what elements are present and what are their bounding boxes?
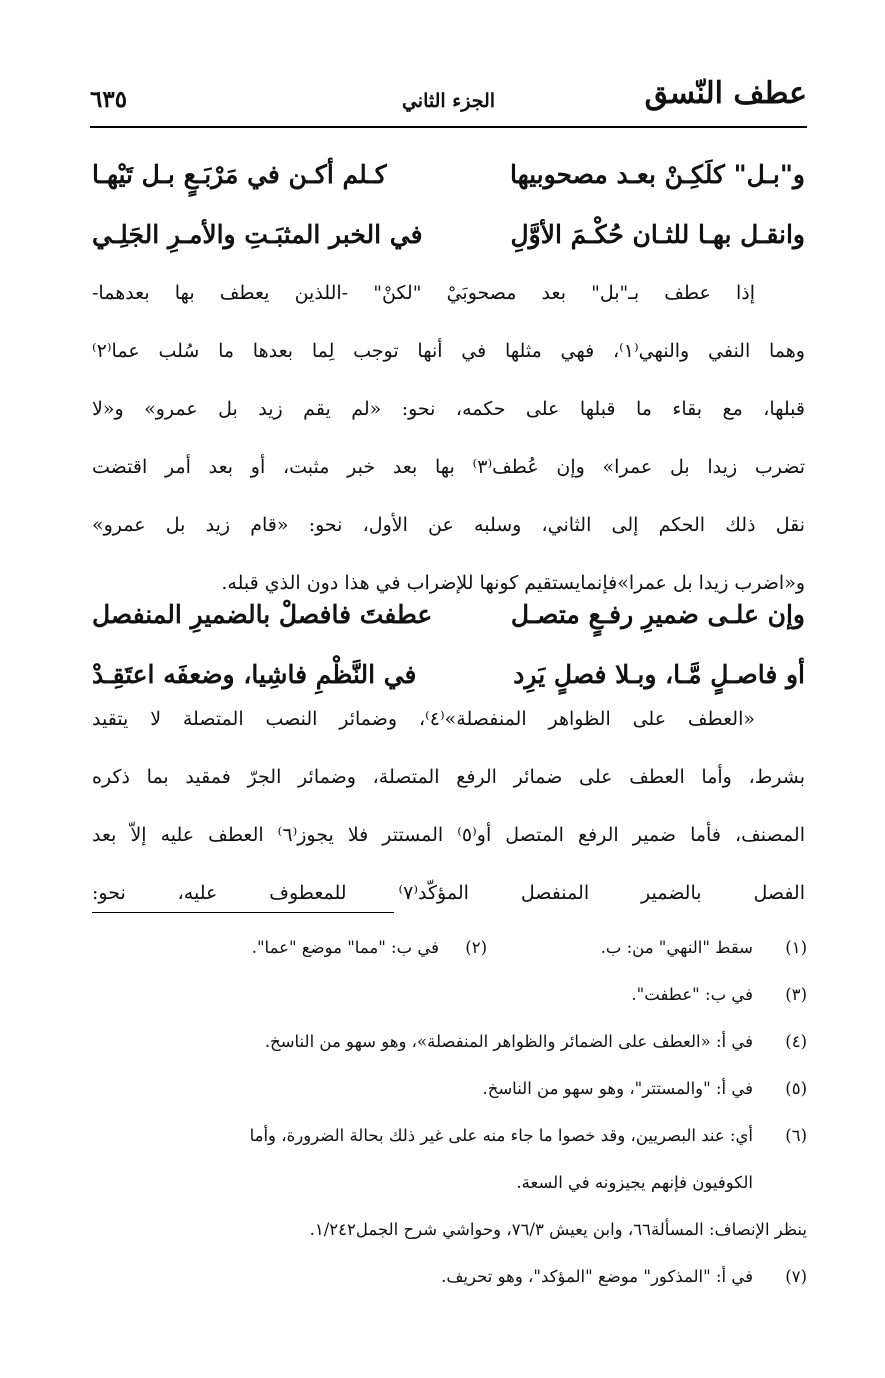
footnote-number: (٤) <box>785 1032 807 1051</box>
text-line: بشرط، وأما العطف على ضمائر الرفع المتصلة، وضمائر الجرّ فمقيد بما ذكره <box>92 766 805 788</box>
commentary-paragraph-1 <box>92 264 805 612</box>
footnote <box>92 1065 807 1112</box>
text-line: قبلها، مع بقاء ما قبلها على حكمه، نحو: «لم يقم زيد بل عمرو» و«لا <box>92 398 805 420</box>
text-line: نقل ذلك الحكم إلى الثاني، وسلبه عن الأول، نحو: «قام زيد بل عمرو» <box>92 514 805 536</box>
verse-hemistich-first: أو فاصـلٍ مَّـا، وبـلا فصلٍ يَرِد <box>513 660 805 689</box>
footnote-number: (٢) <box>465 938 487 957</box>
header-rule <box>90 126 807 128</box>
text-line: تضرب زيدا بل عمرا» وإن عُطف⁽٣⁾ بها بعد خبر مثبت، أو بعد أمر اقتضت <box>92 456 805 478</box>
footnote-text: في أ: "والمستتر"، وهو سهو من الناسخ. <box>482 1079 753 1098</box>
footnote-text: في أ: "المذكور" موضع "المؤكد"، وهو تحريف. <box>441 1267 753 1286</box>
footnote-text: في ب: "مما" موضع "عما". <box>251 938 440 957</box>
footnotes <box>92 924 807 1300</box>
text-line: المصنف، فأما ضمير الرفع المتصل أو⁽٥⁾ المستتر فلا يجوز⁽٦⁾ العطف عليه إلاّ بعد <box>92 824 805 846</box>
verse-line <box>92 600 805 660</box>
chapter-title: عطف النّسق <box>644 76 807 111</box>
verse-hemistich-second: في النَّظْمِ فاشِيا، وضعفَه اعتَقِـدْ <box>92 660 417 689</box>
footnote <box>92 971 807 1018</box>
verse-hemistich-first: وانقـل بهـا للثـان حُكْـمَ الأوَّلِ <box>510 220 805 249</box>
verse-block-1 <box>92 160 805 280</box>
footnote-text: في ب: "عطفت". <box>631 985 753 1004</box>
verse-hemistich-second: كـلم أكـن في مَرْبَـعٍ بـل تَيْهـا <box>92 160 387 189</box>
text-line: الفصل بالضمير المنفصل المؤكّد⁽٧⁾ للمعطوف عليه، نحو: <box>92 882 805 904</box>
footnote-rule <box>92 912 394 913</box>
footnote-text: أي: عند البصريين، وقد خصوا ما جاء منه على غير ذلك بحالة الضرورة، وأما <box>249 1126 753 1145</box>
verse-hemistich-first: وإن علـى ضميرِ رفـعٍ متصـل <box>510 600 805 629</box>
footnote-inline <box>252 924 487 971</box>
verse-hemistich-first: و"بـل" كلَكِـنْ بعـد مصحوبيها <box>509 160 805 189</box>
footnote-number: (٣) <box>785 985 807 1004</box>
footnote-text: في أ: «العطف على الضمائر والظواهر المنفصلة»، وهو سهو من الناسخ. <box>264 1032 753 1051</box>
commentary-paragraph-2 <box>92 690 805 922</box>
volume-label: الجزء الثاني <box>401 90 496 112</box>
footnote-number: (١) <box>785 938 807 957</box>
footnote-number: (٦) <box>785 1126 807 1145</box>
verse-hemistich-second: في الخبر المثبَـتِ والأمـرِ الجَلِـي <box>92 220 423 249</box>
footnote <box>92 924 807 971</box>
verse-hemistich-second: عطفتَ فافصلْ بالضميرِ المنفصل <box>92 600 433 629</box>
footnote <box>92 1253 807 1300</box>
page-number: ٦٣٥ <box>90 86 128 113</box>
footnote-continuation: الكوفيون فإنهم يجيزونه في السعة. <box>516 1173 753 1192</box>
footnote-reference: ينظر الإنصاف: المسألة٦٦، وابن يعيش ٧٦/٣، وحواشي شرح الجمل١/٢٤٢. <box>309 1220 807 1239</box>
verse-line <box>92 160 805 220</box>
text-line: وهما النفي والنهي⁽١⁾، فهي مثلها في أنها توجب لِما بعدها ما سُلب عما⁽٢⁾ <box>92 340 805 362</box>
footnote <box>92 1112 807 1159</box>
footnote-number: (٥) <box>785 1079 807 1098</box>
footnote <box>92 1018 807 1065</box>
footnote-text: سقط "النهي" من: ب. <box>600 938 753 957</box>
footnote-number: (٧) <box>785 1267 807 1286</box>
text-line: «العطف على الظواهر المنفصلة»⁽٤⁾، وضمائر النصب المتصلة لا يتقيد <box>92 708 756 730</box>
running-header <box>90 74 807 128</box>
text-line: إذا عطف بـ"بل" بعد مصحوبَيْ "لكنْ" -اللذين يعطف بها بعدهما- <box>92 282 755 304</box>
text-line: و«اضرب زيدا بل عمرا»فإنمايستقيم كونها للإضراب في هذا دون الذي قبله. <box>221 572 805 594</box>
